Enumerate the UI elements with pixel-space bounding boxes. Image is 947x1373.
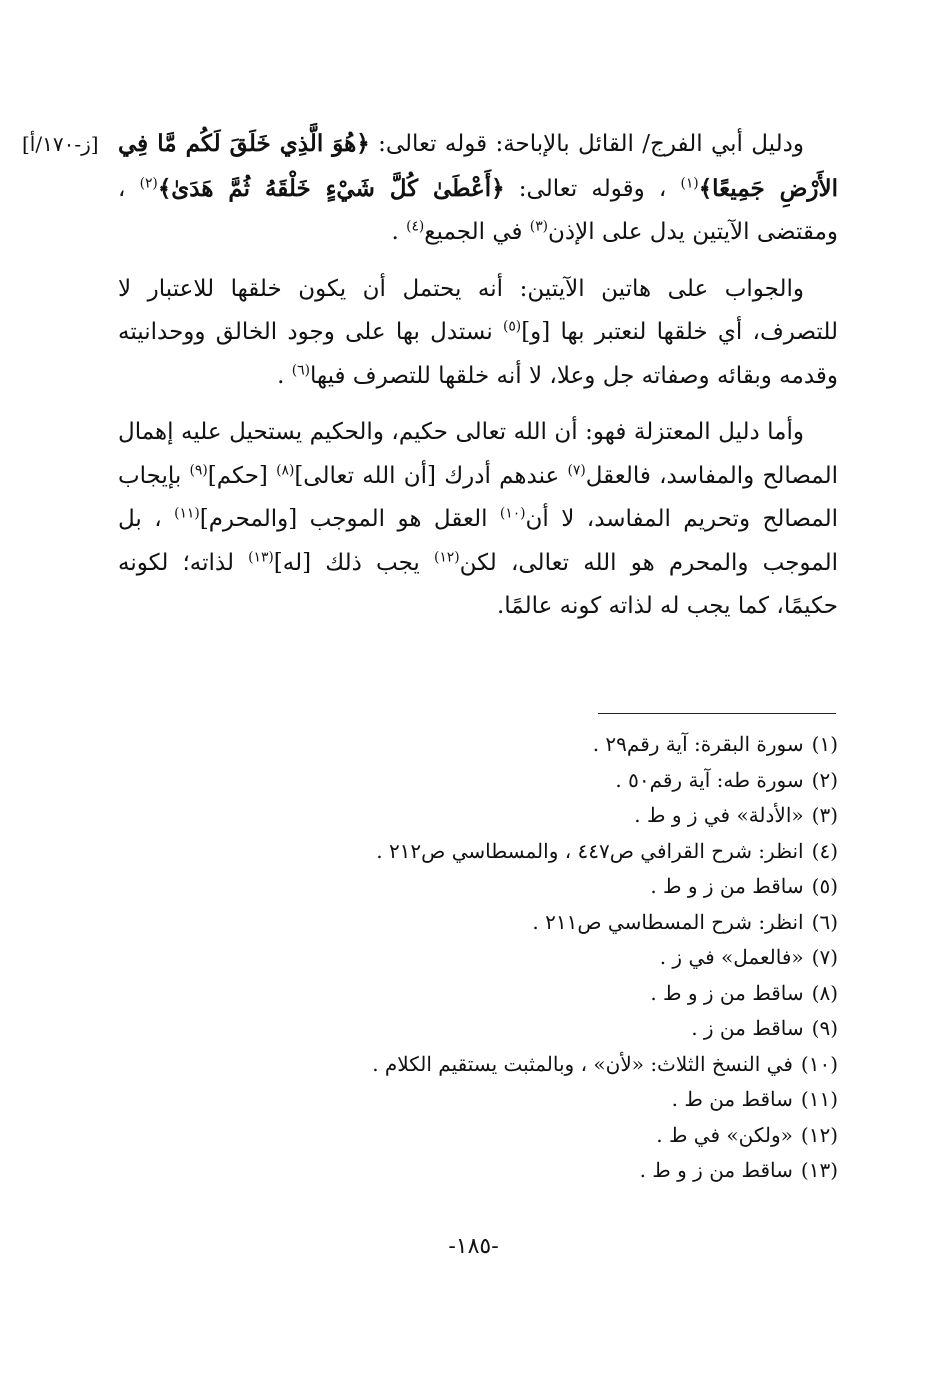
- text-segment: نستدل بها على وجود الخالق ووحدانيته وقدمه وبقائه وصفاته جل وعلا، لا أنه خلقها للتصرف فيها: [118, 319, 838, 389]
- text-segment: .: [391, 219, 407, 245]
- footnote: [200, 763, 838, 799]
- footnote-text: سورة البقرة: آية رقم٢٩ .: [592, 732, 804, 756]
- text-segment: ، بل الموجب والمحرم هو الله تعالى، لكن: [118, 506, 838, 576]
- footnote-marker: (١٠): [499, 505, 526, 522]
- footnote-marker: (٩): [189, 461, 208, 478]
- footnote-text: في النسخ الثلاث: «لأن» ، وبالمثبت يستقيم الكلام .: [372, 1051, 793, 1076]
- footnote: [200, 798, 838, 834]
- footnote-marker: (٥): [502, 318, 522, 335]
- footnote-number: (٦): [811, 909, 838, 934]
- footnote-marker: (٣): [529, 218, 548, 235]
- text-segment: وأما دليل المعتزلة فهو: أن الله تعالى حكيم، والحكيم يستحيل عليه إهمال المصالح والمفاسد، فالعقل: [118, 419, 838, 489]
- text-segment: عندهم أدرك [أن الله تعالى]: [294, 462, 568, 489]
- footnote: [200, 1118, 838, 1154]
- footnote-text: ساقط من ز .: [691, 1016, 804, 1040]
- footnote: [200, 976, 838, 1012]
- footnote: [200, 727, 838, 763]
- paragraph-abu-alfaraj-evidence: [118, 122, 838, 255]
- footnote-text: «الأدلة» في ز و ط .: [634, 803, 804, 827]
- footnote-number: (١١): [800, 1087, 838, 1111]
- footnote: [200, 1047, 838, 1083]
- footnote-number: (١): [811, 732, 838, 756]
- footnote: [200, 869, 838, 905]
- footnote-number: (٣): [811, 803, 838, 827]
- footnote-text: «فالعمل» في ز .: [659, 945, 804, 969]
- text-segment: والجواب على هاتين الآيتين: أنه يحتمل أن يكون خلقها للاعتبار لا للتصرف، أي خلقها لنعتبر بها [و]: [118, 275, 838, 345]
- footnote-text: ساقط من ط .: [671, 1087, 793, 1111]
- text-segment: ، ومقتضى الآيتين يدل على الإذن: [118, 175, 838, 245]
- footnote-text: ساقط من ز و ط .: [650, 874, 804, 898]
- footnote-number: (٨): [811, 980, 838, 1005]
- text-segment: .: [277, 362, 292, 389]
- text-segment: في الجميع: [424, 219, 530, 245]
- text-segment: العقل هو الموجب [والمحرم]: [199, 506, 500, 532]
- paragraph-mutazila-evidence: [118, 411, 838, 629]
- manuscript-folio-reference: [ز-١٧٠/أ]: [22, 132, 99, 156]
- quran-verse: ﴿أَعْطَىٰ كُلَّ شَيْءٍ خَلْقَهُ ثُمَّ هَدَىٰ﴾: [157, 174, 505, 202]
- footnote-marker: (٦): [291, 361, 310, 378]
- footnote: [200, 940, 838, 976]
- footnote-number: (١٢): [800, 1122, 838, 1147]
- footnote-marker: (٢): [139, 174, 158, 191]
- footnote-text: سورة طه: آية رقم٥٠ .: [615, 767, 804, 792]
- text-segment: ودليل أبي الفرج/ القائل بالإباحة: قوله تعالى:: [369, 131, 804, 157]
- footnotes-list: [200, 727, 838, 1189]
- quran-verse: ﴿هُوَ الَّذِي خَلَقَ لَكُم مَّا فِي الأَرْضِ جَمِيعًا﴾: [118, 130, 839, 202]
- footnote: [200, 1153, 838, 1189]
- footnote-text: ساقط من ز و ط .: [639, 1158, 793, 1182]
- text-segment: [حكم]: [207, 462, 277, 489]
- text-segment: يجب ذلك [له]: [273, 549, 434, 576]
- footnote-number: (٥): [811, 874, 838, 898]
- footnote-separator: [598, 713, 836, 714]
- footnote-marker: (٨): [276, 461, 295, 478]
- footnote: [200, 905, 838, 941]
- paragraph-answer: [118, 268, 838, 399]
- page-number: -١٨٥-: [448, 1234, 499, 1259]
- text-segment: بإيجاب المصالح وتحريم المفاسد، لا أن: [118, 462, 838, 532]
- footnote: [200, 1082, 838, 1118]
- footnote-marker: (١١): [174, 505, 200, 522]
- text-segment: ، وقوله تعالى:: [504, 175, 681, 202]
- footnote-text: انظر: شرح القرافي ص٤٤٧ ، والمسطاسي ص٢١٢ .: [376, 838, 804, 863]
- footnote-text: ساقط من ز و ط .: [650, 980, 804, 1005]
- footnote-number: (١٣): [800, 1158, 838, 1182]
- footnote-number: (١٠): [800, 1051, 838, 1076]
- text-segment: لذاته؛ لكونه حكيمًا، كما يجب له لذاته كونه عالمًا.: [118, 549, 838, 619]
- footnote-number: (٢): [811, 767, 838, 792]
- footnote-marker: (٧): [567, 461, 586, 478]
- footnote: [200, 1011, 838, 1047]
- footnote-number: (٧): [811, 945, 838, 969]
- footnote-marker: (١٣): [248, 548, 274, 565]
- footnote-number: (٩): [811, 1016, 838, 1040]
- footnote-marker: (٤): [406, 218, 425, 235]
- footnote-text: «ولكن» في ط .: [656, 1122, 793, 1147]
- footnote-text: انظر: شرح المسطاسي ص٢١١ .: [532, 909, 804, 934]
- main-text: [118, 122, 838, 629]
- footnote-number: (٤): [811, 838, 838, 863]
- footnote-marker: (١): [680, 174, 699, 191]
- footnote: [200, 834, 838, 870]
- footnote-marker: (١٢): [433, 548, 460, 565]
